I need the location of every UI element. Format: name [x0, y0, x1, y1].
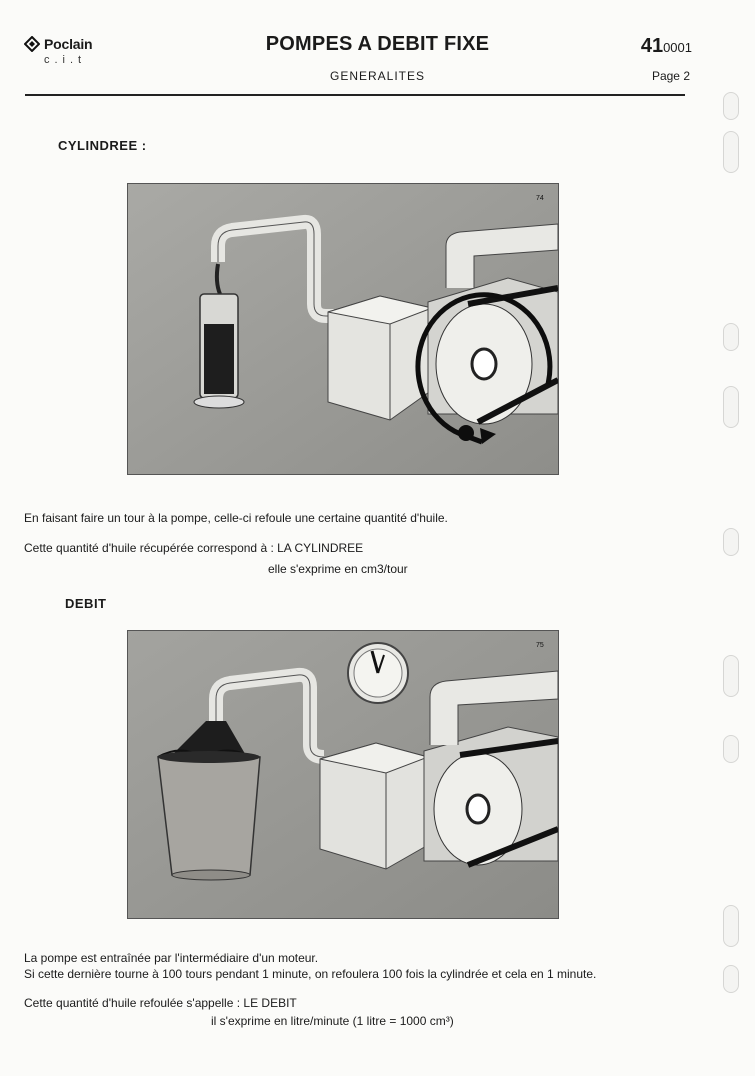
document-number-suffix: 0001 [663, 40, 692, 55]
binder-hole [723, 735, 739, 763]
binder-hole [723, 965, 739, 993]
binder-hole [723, 905, 739, 947]
debit-text-1: La pompe est entraînée par l'intermédiaire d'un moteur. [24, 951, 319, 965]
document-number [641, 35, 692, 58]
debit-text-3: Cette quantité d'huile refoulée s'appelle : LE DEBIT [24, 996, 297, 1010]
document-number-main: 41 [640, 35, 664, 57]
binder-hole [723, 323, 739, 351]
binder-hole [723, 131, 739, 173]
cylindree-text-3: elle s'exprime en cm3/tour [268, 562, 408, 576]
figure-debit [127, 630, 559, 919]
cylindree-text-2: Cette quantité d'huile récupérée correspond à : LA CYLINDREE [24, 541, 364, 555]
binder-hole [723, 655, 739, 697]
brand-name: Poclain [44, 36, 93, 52]
binder-hole [723, 386, 739, 428]
header-divider [25, 94, 685, 96]
section-heading-cylindree: CYLINDREE : [58, 138, 147, 153]
section-heading-debit: DEBIT [65, 596, 107, 611]
cylindree-text-1: En faisant faire un tour à la pompe, celle-ci refoule une certaine quantité d'huile. [24, 511, 448, 525]
debit-text-4: il s'exprime en litre/minute (1 litre = 1000 cm³) [211, 1014, 454, 1028]
figure-cylindree [127, 183, 559, 475]
brand-subtitle: c.i.t [44, 54, 87, 66]
figure-number: 74 [536, 195, 544, 202]
binder-hole [723, 92, 739, 120]
page-subtitle: GENERALITES [329, 69, 426, 83]
debit-text-2: Si cette dernière tourne à 100 tours pendant 1 minute, on refoulera 100 fois la cylindrée et cela en 1 minute. [24, 967, 597, 981]
binder-hole [723, 528, 739, 556]
page-title: POMPES A DEBIT FIXE [265, 33, 490, 55]
figure-number: 75 [536, 642, 544, 649]
page-number: Page 2 [651, 69, 690, 83]
